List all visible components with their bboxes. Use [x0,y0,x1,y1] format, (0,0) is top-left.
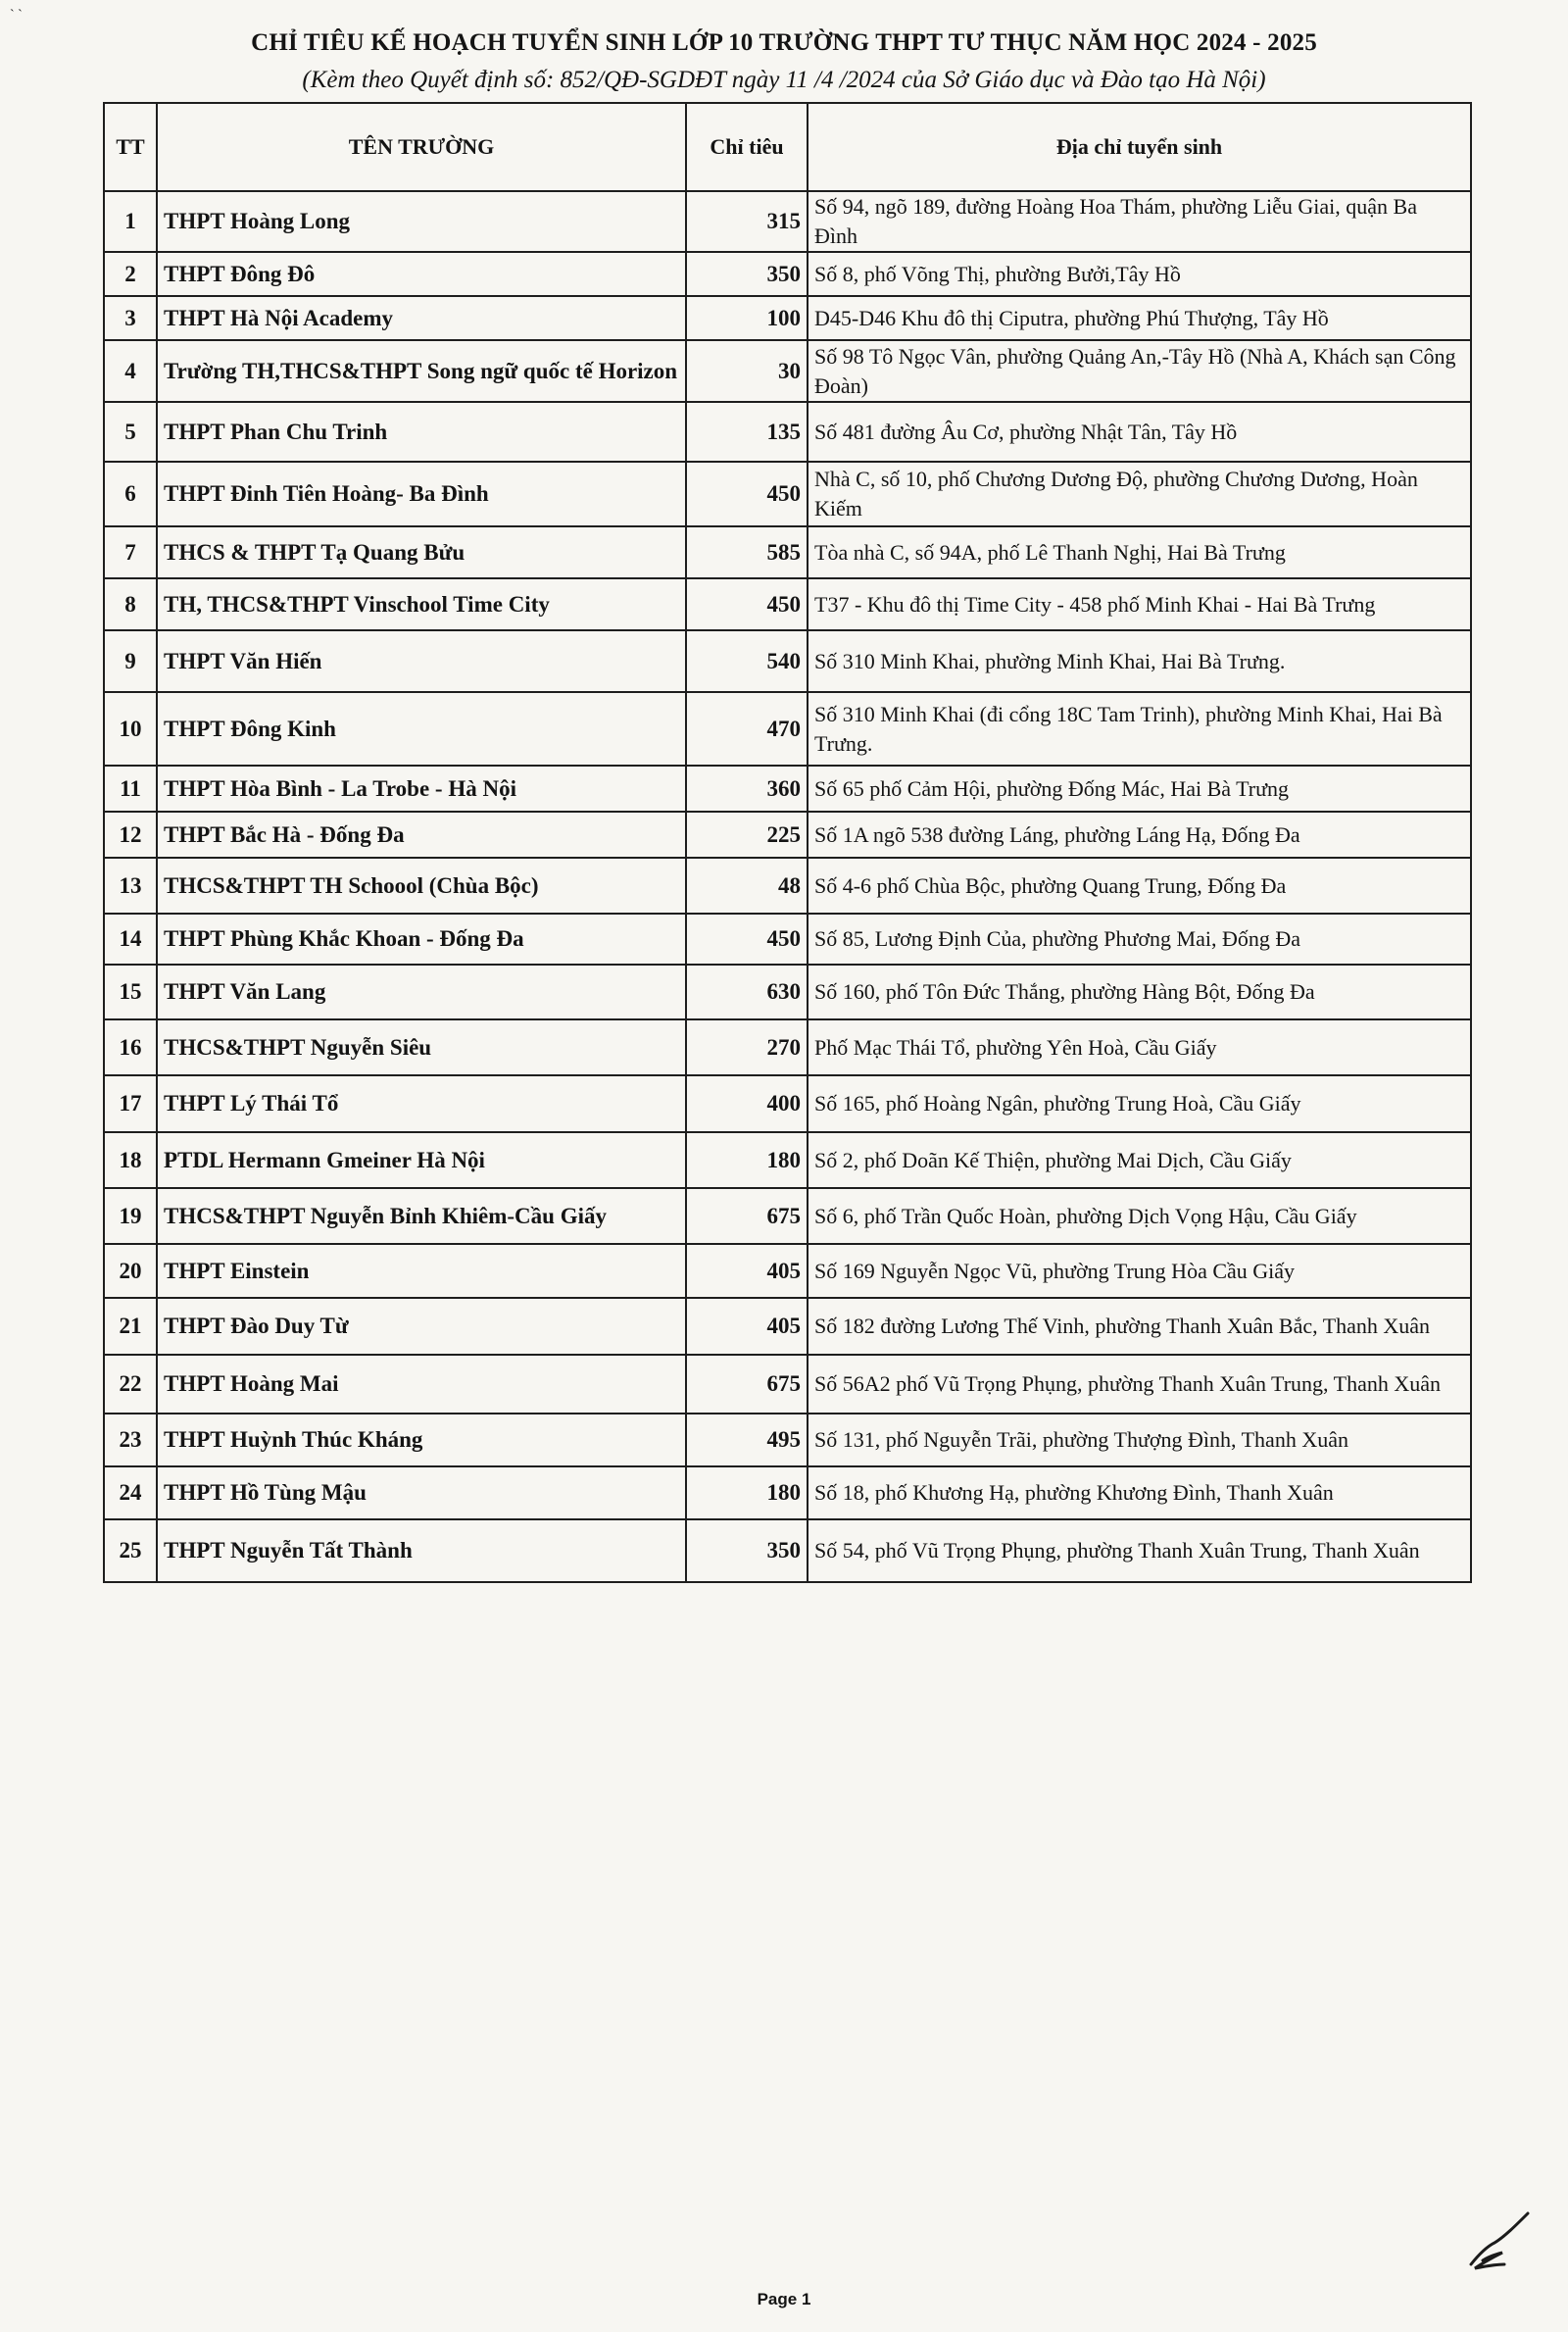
row-number: 4 [104,340,157,402]
row-number: 5 [104,402,157,462]
row-number: 19 [104,1188,157,1244]
admission-address: Số 310 Minh Khai (đi cổng 18C Tam Trinh), phường Minh Khai, Hai Bà Trưng. [808,692,1471,766]
school-name: THPT Phan Chu Trinh [157,402,686,462]
quota-value: 180 [686,1132,808,1188]
school-name: THPT Hà Nội Academy [157,296,686,340]
row-number: 21 [104,1298,157,1355]
page-number: Page 1 [757,2290,811,2308]
column-header-address: Địa chỉ tuyển sinh [808,103,1471,191]
admission-address: Số 98 Tô Ngọc Vân, phường Quảng An,-Tây Hồ (Nhà A, Khách sạn Công Đoàn) [808,340,1471,402]
table-row [104,914,1471,965]
column-header-tt: TT [104,103,157,191]
admission-address: Số 160, phố Tôn Đức Thắng, phường Hàng Bột, Đống Đa [808,965,1471,1019]
school-name: THPT Bắc Hà - Đống Đa [157,812,686,858]
row-number: 12 [104,812,157,858]
table-row [104,1132,1471,1188]
quota-value: 405 [686,1298,808,1355]
quota-value: 450 [686,462,808,526]
table-row [104,402,1471,462]
table-row [104,1519,1471,1582]
document-subtitle: (Kèm theo Quyết định số: 852/QĐ-SGDĐT ngày 11 /4 /2024 của Sở Giáo dục và Đào tạo Hà Nội) [302,67,1266,93]
quota-value: 350 [686,252,808,296]
quota-value: 48 [686,858,808,914]
school-name: THCS&THPT Nguyễn Siêu [157,1019,686,1075]
admission-address: Số 6, phố Trần Quốc Hoàn, phường Dịch Vọng Hậu, Cầu Giấy [808,1188,1471,1244]
school-name: TH, THCS&THPT Vinschool Time City [157,578,686,630]
table-row [104,630,1471,692]
admission-address: Số 54, phố Vũ Trọng Phụng, phường Thanh Xuân Trung, Thanh Xuân [808,1519,1471,1582]
row-number: 22 [104,1355,157,1414]
school-name: THCS&THPT TH Schoool (Chùa Bộc) [157,858,686,914]
quota-value: 450 [686,578,808,630]
row-number: 6 [104,462,157,526]
quota-value: 225 [686,812,808,858]
table-row [104,692,1471,766]
row-number: 23 [104,1414,157,1466]
table-row [104,296,1471,340]
quota-value: 315 [686,191,808,252]
quota-value: 405 [686,1244,808,1298]
admission-address: Số 8, phố Võng Thị, phường Bưởi,Tây Hồ [808,252,1471,296]
school-name: THPT Đào Duy Từ [157,1298,686,1355]
row-number: 7 [104,526,157,578]
row-number: 24 [104,1466,157,1519]
quota-value: 100 [686,296,808,340]
quota-value: 630 [686,965,808,1019]
admission-address: Số 169 Nguyễn Ngọc Vũ, phường Trung Hòa Cầu Giấy [808,1244,1471,1298]
signature-mark [1465,2196,1534,2274]
table-body [104,191,1471,1582]
school-name: PTDL Hermann Gmeiner Hà Nội [157,1132,686,1188]
school-name: THPT Phùng Khắc Khoan - Đống Đa [157,914,686,965]
row-number: 25 [104,1519,157,1582]
quota-value: 360 [686,766,808,812]
table-row [104,526,1471,578]
admission-address: Số 131, phố Nguyễn Trãi, phường Thượng Đình, Thanh Xuân [808,1414,1471,1466]
school-name: THPT Lý Thái Tổ [157,1075,686,1132]
quota-value: 350 [686,1519,808,1582]
school-name: THPT Hoàng Mai [157,1355,686,1414]
row-number: 20 [104,1244,157,1298]
column-header-school-name: TÊN TRƯỜNG [157,103,686,191]
row-number: 10 [104,692,157,766]
quota-value: 450 [686,914,808,965]
admission-address: Số 4-6 phố Chùa Bộc, phường Quang Trung, Đống Đa [808,858,1471,914]
quota-value: 675 [686,1188,808,1244]
admission-address: D45-D46 Khu đô thị Ciputra, phường Phú Thượng, Tây Hồ [808,296,1471,340]
table-row [104,340,1471,402]
table-header-row [104,103,1471,191]
school-name: THCS&THPT Nguyễn Bỉnh Khiêm-Cầu Giấy [157,1188,686,1244]
row-number: 17 [104,1075,157,1132]
quota-table [103,102,1472,1583]
table-row [104,1244,1471,1298]
admission-address: Số 182 đường Lương Thế Vinh, phường Thanh Xuân Bắc, Thanh Xuân [808,1298,1471,1355]
table-row [104,1019,1471,1075]
quota-value: 270 [686,1019,808,1075]
row-number: 2 [104,252,157,296]
corner-mark: ` ` [10,8,23,23]
school-name: THPT Nguyễn Tất Thành [157,1519,686,1582]
admission-address: Phố Mạc Thái Tổ, phường Yên Hoà, Cầu Giấy [808,1019,1471,1075]
table-row [104,766,1471,812]
table-row [104,191,1471,252]
table-row [104,1466,1471,1519]
school-name: THCS & THPT Tạ Quang Bửu [157,526,686,578]
quota-value: 495 [686,1414,808,1466]
quota-value: 180 [686,1466,808,1519]
school-name: THPT Đông Đô [157,252,686,296]
school-name: THPT Đinh Tiên Hoàng- Ba Đình [157,462,686,526]
table-row [104,252,1471,296]
school-name: THPT Hoàng Long [157,191,686,252]
school-name: Trường TH,THCS&THPT Song ngữ quốc tế Horizon [157,340,686,402]
admission-address: Số 65 phố Cảm Hội, phường Đống Mác, Hai Bà Trưng [808,766,1471,812]
table-row [104,1414,1471,1466]
school-name: THPT Văn Hiến [157,630,686,692]
school-name: THPT Einstein [157,1244,686,1298]
table-row [104,578,1471,630]
row-number: 11 [104,766,157,812]
quota-value: 675 [686,1355,808,1414]
admission-address: Số 1A ngõ 538 đường Láng, phường Láng Hạ, Đống Đa [808,812,1471,858]
row-number: 16 [104,1019,157,1075]
school-name: THPT Hồ Tùng Mậu [157,1466,686,1519]
row-number: 3 [104,296,157,340]
admission-address: Số 310 Minh Khai, phường Minh Khai, Hai Bà Trưng. [808,630,1471,692]
admission-address: Số 85, Lương Định Của, phường Phương Mai, Đống Đa [808,914,1471,965]
admission-address: Số 2, phố Doãn Kế Thiện, phường Mai Dịch, Cầu Giấy [808,1132,1471,1188]
table-row [104,812,1471,858]
admission-address: Nhà C, số 10, phố Chương Dương Độ, phường Chương Dương, Hoàn Kiếm [808,462,1471,526]
row-number: 13 [104,858,157,914]
admission-address: Số 18, phố Khương Hạ, phường Khương Đình, Thanh Xuân [808,1466,1471,1519]
quota-value: 585 [686,526,808,578]
admission-address: Số 481 đường Âu Cơ, phường Nhật Tân, Tây Hồ [808,402,1471,462]
row-number: 18 [104,1132,157,1188]
school-name: THPT Đông Kinh [157,692,686,766]
quota-value: 30 [686,340,808,402]
admission-address: T37 - Khu đô thị Time City - 458 phố Minh Khai - Hai Bà Trưng [808,578,1471,630]
school-name: THPT Văn Lang [157,965,686,1019]
table-row [104,462,1471,526]
table-row [104,965,1471,1019]
quota-value: 540 [686,630,808,692]
quota-value: 470 [686,692,808,766]
school-name: THPT Huỳnh Thúc Kháng [157,1414,686,1466]
quota-value: 135 [686,402,808,462]
admission-address: Số 94, ngõ 189, đường Hoàng Hoa Thám, phường Liễu Giai, quận Ba Đình [808,191,1471,252]
table-row [104,1298,1471,1355]
row-number: 14 [104,914,157,965]
table-row [104,1188,1471,1244]
row-number: 8 [104,578,157,630]
document-title: CHỈ TIÊU KẾ HOẠCH TUYỂN SINH LỚP 10 TRƯỜNG THPT TƯ THỤC NĂM HỌC 2024 - 2025 [251,29,1317,56]
row-number: 9 [104,630,157,692]
school-name: THPT Hòa Bình - La Trobe - Hà Nội [157,766,686,812]
quota-value: 400 [686,1075,808,1132]
column-header-quota: Chỉ tiêu [686,103,808,191]
admission-address: Tòa nhà C, số 94A, phố Lê Thanh Nghị, Hai Bà Trưng [808,526,1471,578]
table-row [104,1355,1471,1414]
admission-address: Số 56A2 phố Vũ Trọng Phụng, phường Thanh Xuân Trung, Thanh Xuân [808,1355,1471,1414]
table-row [104,858,1471,914]
admission-address: Số 165, phố Hoàng Ngân, phường Trung Hoà, Cầu Giấy [808,1075,1471,1132]
row-number: 15 [104,965,157,1019]
table-row [104,1075,1471,1132]
row-number: 1 [104,191,157,252]
